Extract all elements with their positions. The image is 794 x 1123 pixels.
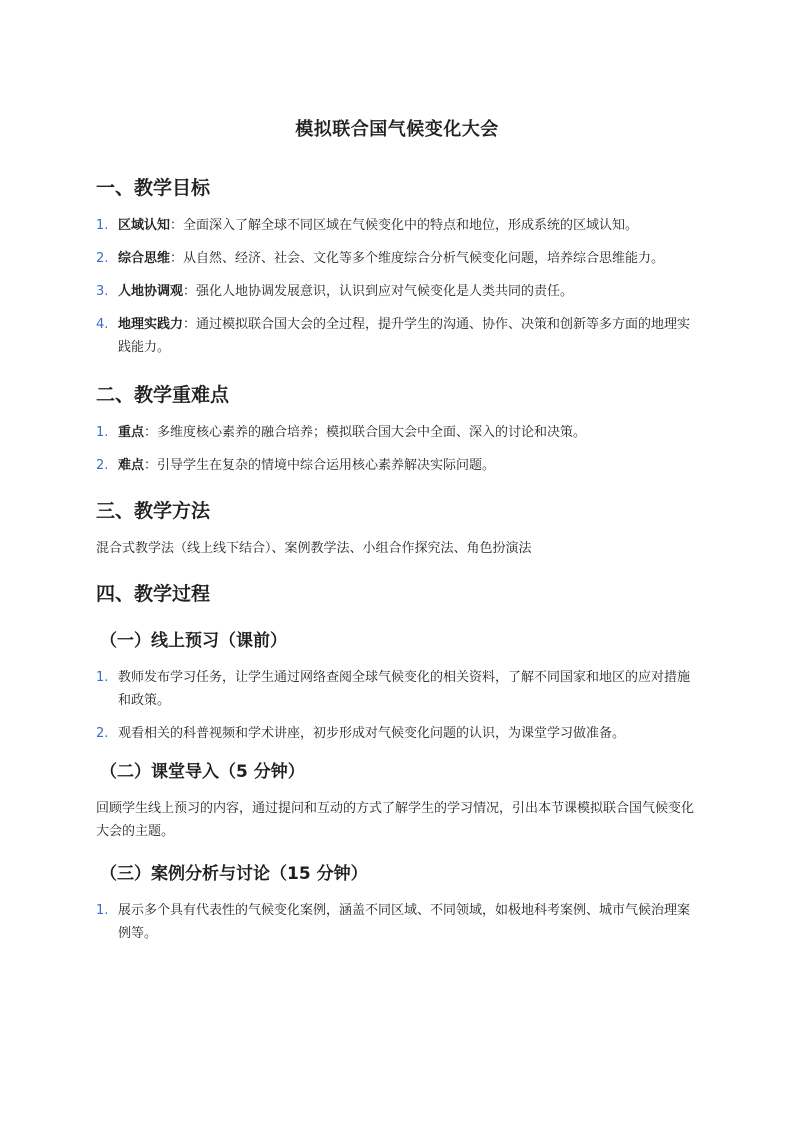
list-number: 2. [96,458,109,473]
keypoints-list [96,421,698,477]
list-item-separator: ： [170,251,184,266]
section-heading-goals: 一、教学目标 [96,177,211,199]
goals-list [96,214,698,359]
list-item-separator: ： [144,425,158,440]
list-item-separator: ： [144,458,158,473]
list-item-separator: ： [170,218,184,233]
list-item [96,280,698,303]
list-number: 1. [96,218,109,233]
subsection-heading-case-analysis: （三）案例分析与讨论（15 分钟） [100,864,368,884]
list-item-term: 综合思维 [118,251,171,266]
list-item-term: 区域认知 [118,218,171,233]
list-item-term: 重点 [118,425,145,440]
list-item-text: 引导学生在复杂的情境中综合运用核心素养解决实际问题。 [157,458,496,473]
list-item [96,899,698,945]
list-item [96,454,698,477]
list-item-text: 强化人地协调发展意识，认识到应对气候变化是人类共同的责任。 [196,284,574,299]
list-item-text: 观看相关的科普视频和学术讲座，初步形成对气候变化问题的认识，为课堂学习做准备。 [118,726,626,741]
list-number: 3. [96,284,109,299]
section-heading-keypoints: 二、教学重难点 [96,384,230,406]
methods-text: 混合式教学法（线上线下结合）、案例教学法、小组合作探究法、角色扮演法 [96,541,532,556]
list-item [96,214,698,237]
list-item [96,722,698,745]
list-item-term: 地理实践力 [118,317,184,332]
list-number: 1. [96,670,109,685]
list-item [96,666,698,712]
subsection-heading-intro: （二）课堂导入（5 分钟） [100,762,305,782]
intro-text: 回顾学生线上预习的内容，通过提问和互动的方式了解学生的学习情况，引出本节课模拟联合国气候变化大会的主题。 [96,801,695,839]
list-item-text: 通过模拟联合国大会的全过程，提升学生的沟通、协作、决策和创新等多方面的地理实践能力。 [118,317,691,355]
list-item-text: 多维度核心素养的融合培养；模拟联合国大会中全面、深入的讨论和决策。 [157,425,587,440]
list-item-text: 展示多个具有代表性的气候变化案例，涵盖不同区域、不同领域，如极地科考案例、城市气候治理案例等。 [118,903,691,941]
list-number: 1. [96,425,109,440]
list-number: 4. [96,317,109,332]
case-analysis-list [96,899,698,945]
list-item [96,421,698,444]
list-number: 1. [96,903,109,918]
document-title: 模拟联合国气候变化大会 [295,119,499,140]
section-heading-process: 四、教学过程 [96,583,211,605]
list-item-text: 教师发布学习任务，让学生通过网络查阅全球气候变化的相关资料，了解不同国家和地区的应对措施和政策。 [118,670,691,708]
subsection-heading-preview: （一）线上预习（课前） [100,631,287,651]
list-number: 2. [96,251,109,266]
list-item-text: 全面深入了解全球不同区域在气候变化中的特点和地位，形成系统的区域认知。 [183,218,639,233]
list-item [96,247,698,270]
preview-list [96,666,698,745]
list-item-text: 从自然、经济、社会、文化等多个维度综合分析气候变化问题，培养综合思维能力。 [183,251,665,266]
section-heading-methods: 三、教学方法 [96,500,211,522]
list-number: 2. [96,726,109,741]
list-item [96,313,698,359]
list-item-separator: ： [183,317,197,332]
list-item-term: 人地协调观 [118,284,184,299]
list-item-separator: ： [183,284,197,299]
list-item-term: 难点 [118,458,145,473]
